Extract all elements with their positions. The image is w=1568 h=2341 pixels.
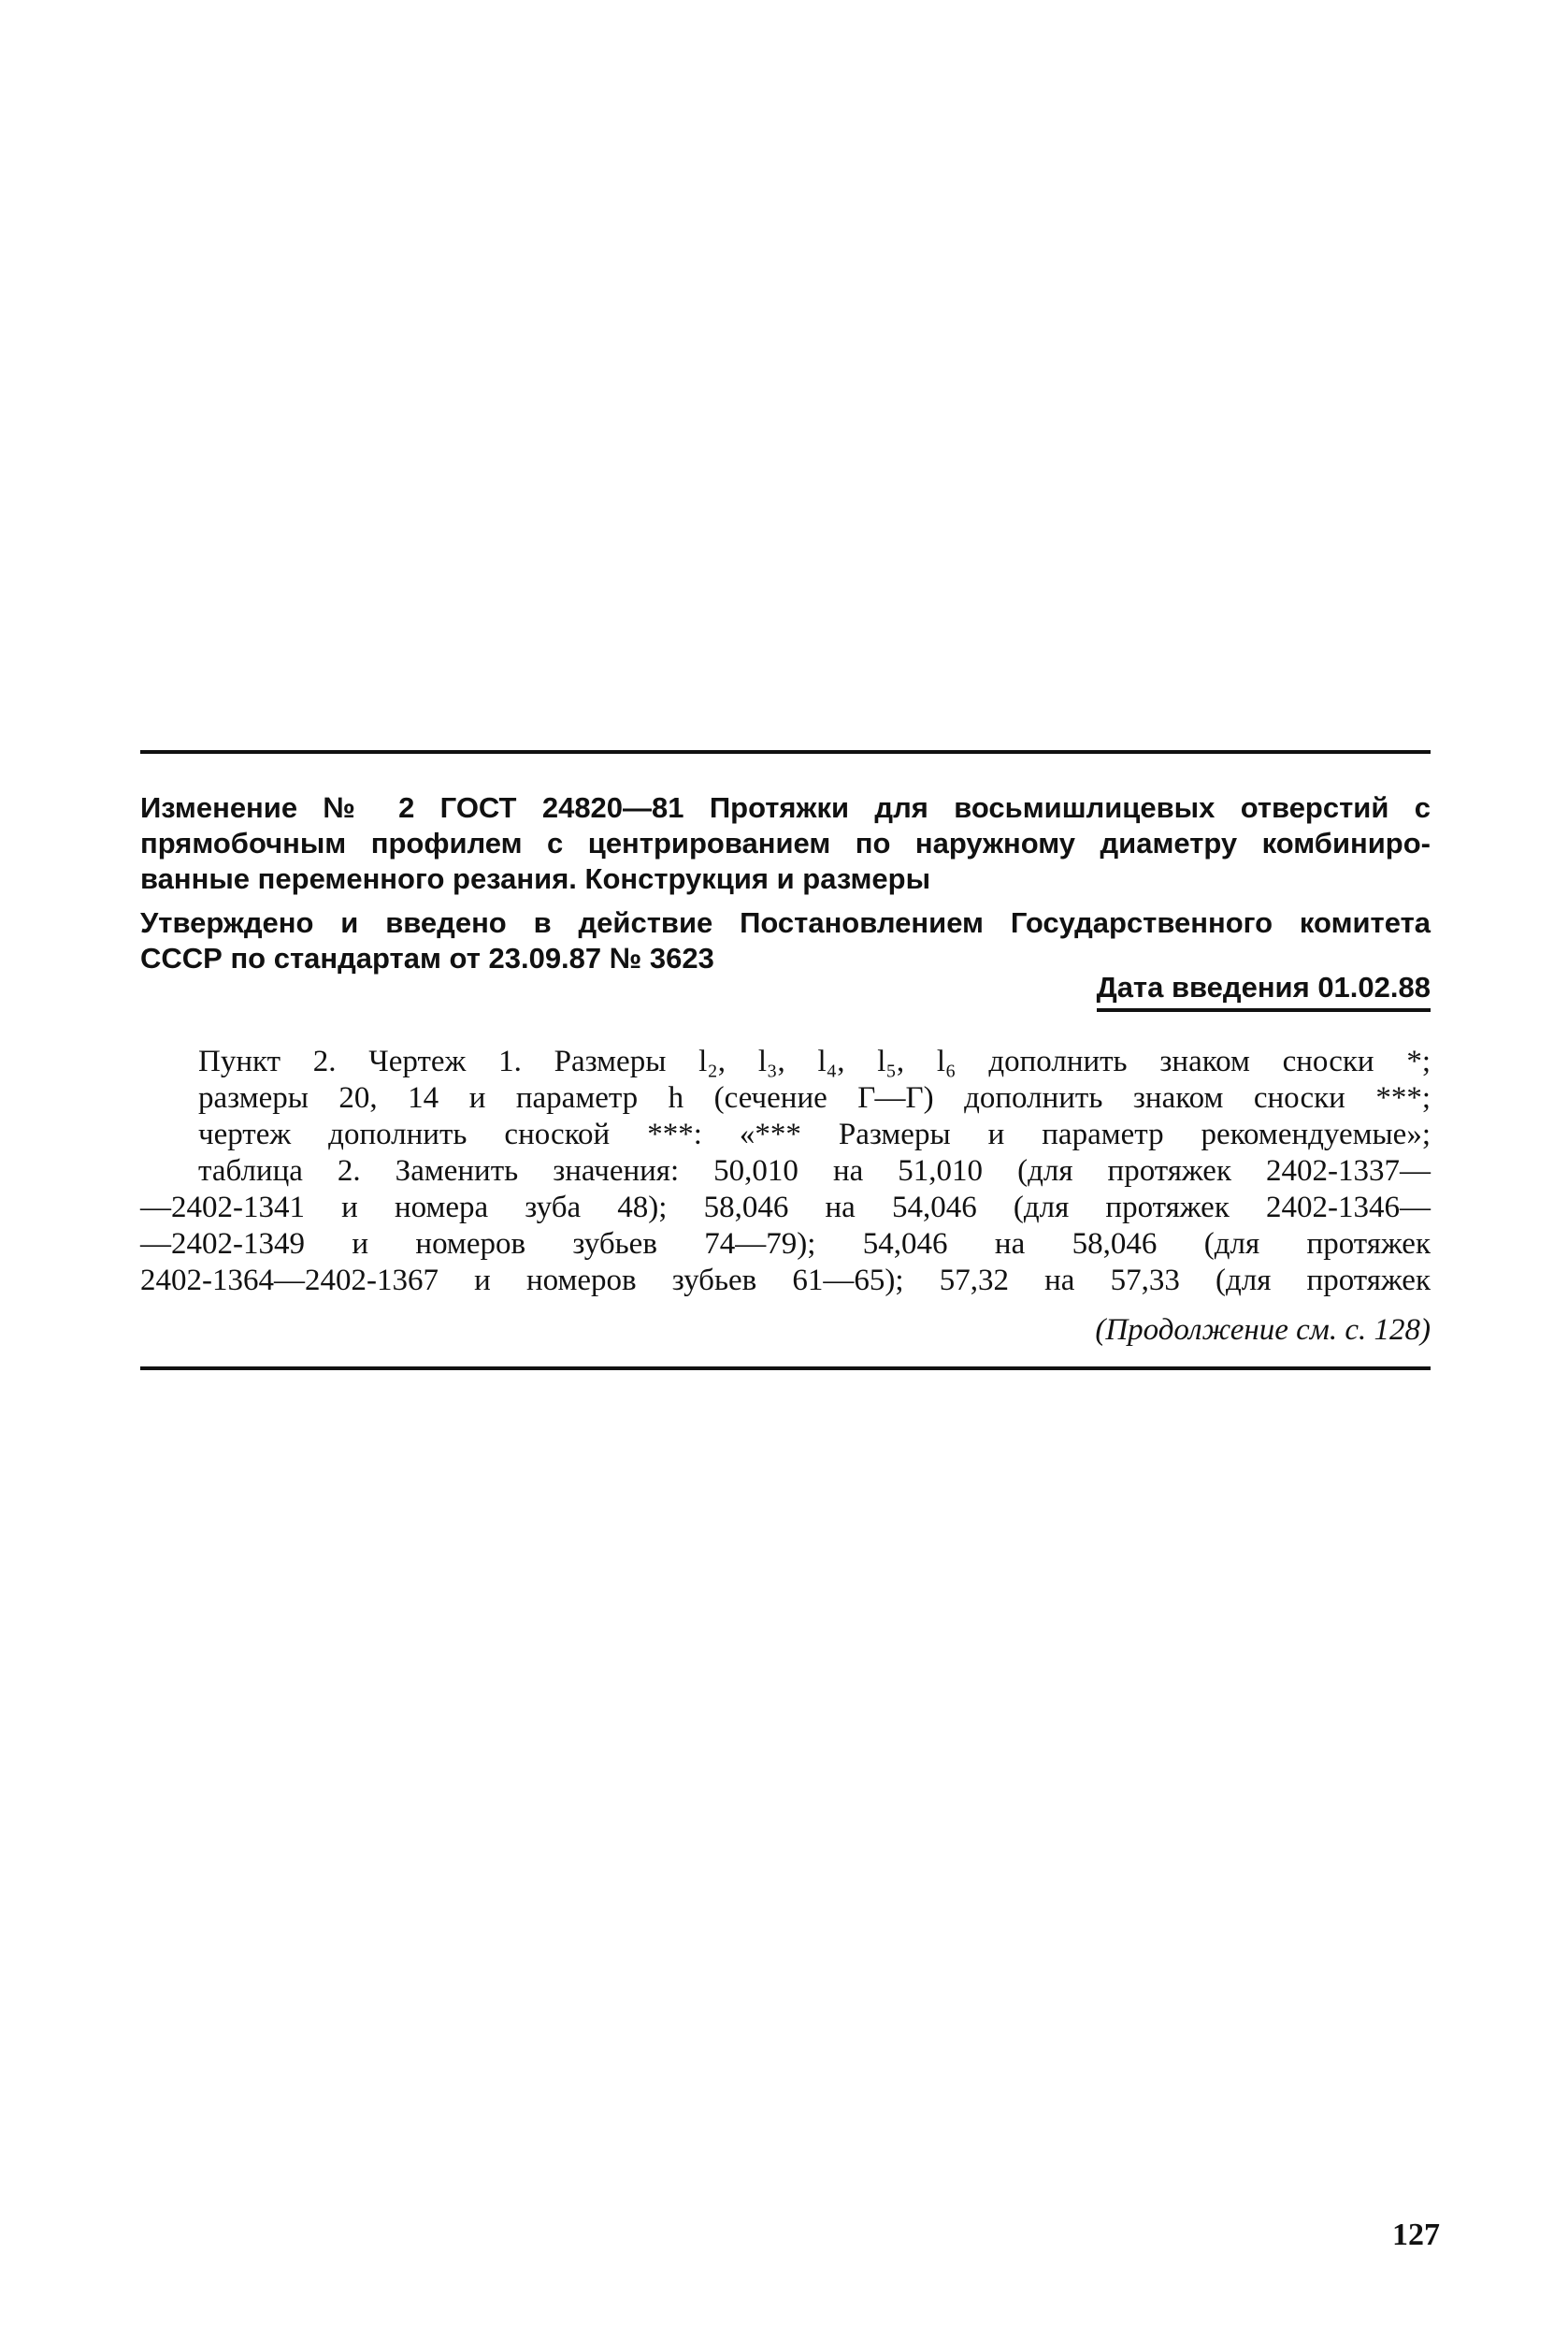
- body-line: таблица 2. Заменить значения: 50,010 на 51,010 (для протяжек 2402-1337—: [198, 1154, 1431, 1188]
- amendment-body: [140, 1044, 1431, 1299]
- body-line: чертеж дополнить сноской ***: «*** Размеры и параметр рекомендуемые»;: [198, 1118, 1431, 1151]
- body-line: Пункт 2. Чертеж 1. Размеры l₂, l₃, l₄, l₅, l₆ дополнить знаком сноски *;: [198, 1045, 1431, 1078]
- heading-line: прямобочным профилем с центрированием по наружному диаметру комбиниро-: [140, 827, 1431, 860]
- effective-date: Дата введения 01.02.88: [1097, 969, 1431, 1012]
- approval-line: СССР по стандартам от 23.09.87 № 3623: [140, 942, 714, 975]
- heading-line: ванные переменного резания. Конструкция и размеры: [140, 862, 931, 895]
- body-line: размеры 20, 14 и параметр h (сечение Г—Г) дополнить знаком сноски ***;: [198, 1081, 1431, 1115]
- heading-line: Изменение № 2 ГОСТ 24820—81 Протяжки для восьмишлицевых отверстий с: [140, 791, 1431, 824]
- effective-date-container: [1097, 969, 1431, 1012]
- approval-line: Утверждено и введено в действие Постановлением Государственного комитета: [140, 906, 1431, 939]
- top-rule: [140, 750, 1431, 754]
- body-line: 2402-1364—2402-1367 и номеров зубьев 61—65); 57,32 на 57,33 (для протяжек: [140, 1264, 1431, 1297]
- body-line: —2402-1349 и номеров зубьев 74—79); 54,046 на 58,046 (для протяжек: [140, 1227, 1431, 1261]
- body-line: —2402-1341 и номера зуба 48); 58,046 на 54,046 (для протяжек 2402-1346—: [140, 1191, 1431, 1224]
- bottom-rule: [140, 1366, 1431, 1370]
- continuation-note: (Продолжение см. с. 128): [1095, 1313, 1431, 1347]
- amendment-heading: [140, 790, 1431, 897]
- approval-statement: [140, 905, 1431, 976]
- page-number: 127: [1392, 2218, 1440, 2252]
